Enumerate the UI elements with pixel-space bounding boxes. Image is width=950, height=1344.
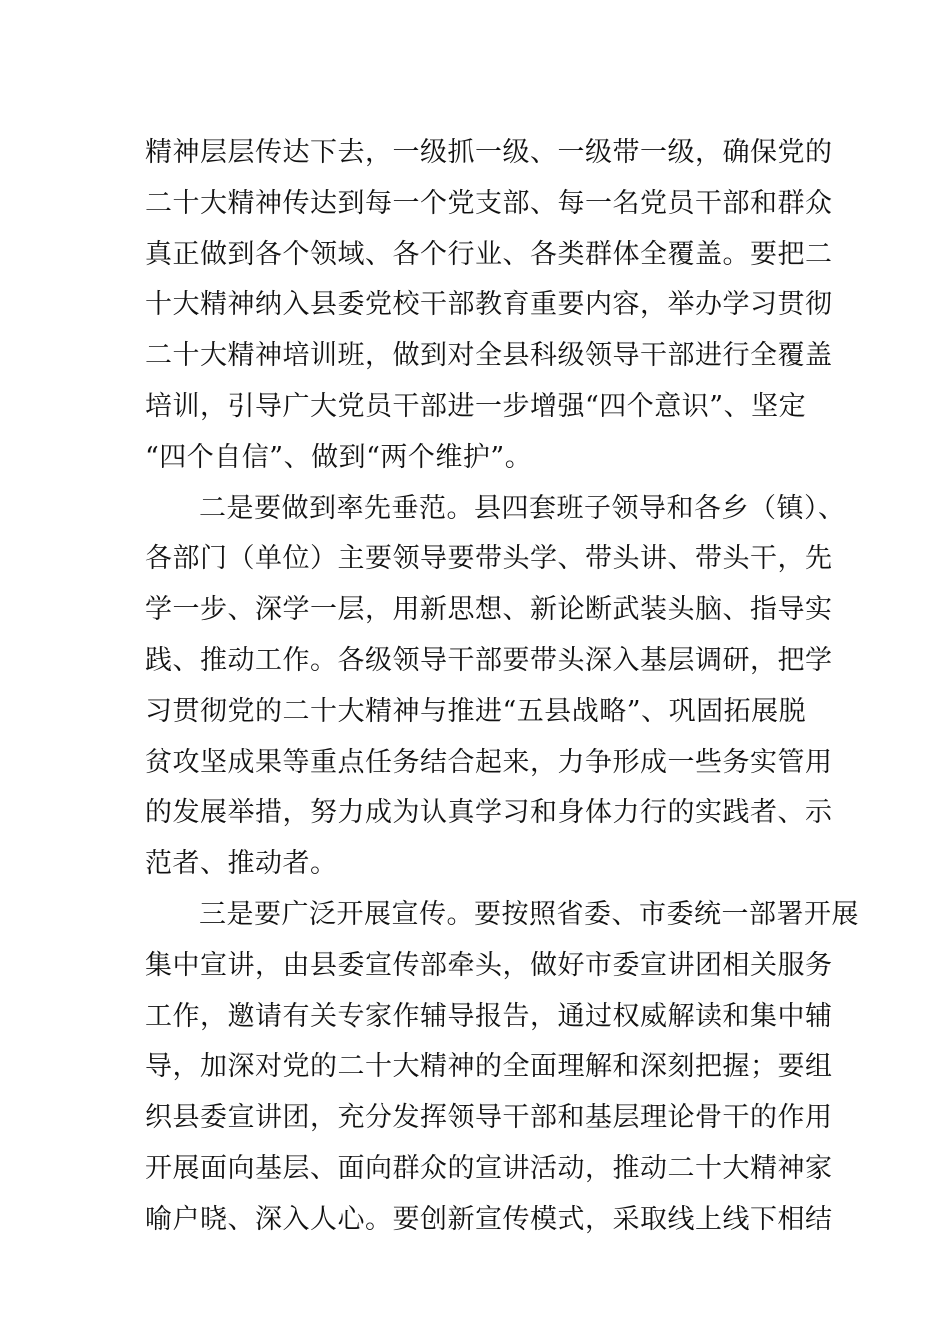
document-body (145, 128, 859, 1246)
paragraph-first-line: 三是要广泛开展宣传。要按照省委、市委统一部署开展 (199, 898, 859, 930)
text-line: 喻户晓、深入人心。要创新宣传模式，采取线上线下相结 (145, 1203, 833, 1235)
text-line: 开展面向基层、面向群众的宣讲活动，推动二十大精神家 (145, 1152, 833, 1184)
text-line: 践、推动工作。各级领导干部要带头深入基层调研，把学 (145, 644, 833, 676)
text-line: 贫攻坚成果等重点任务结合起来，力争形成一些务实管用 (145, 746, 833, 778)
text-line: 二十大精神传达到每一个党支部、每一名党员干部和群众 (145, 187, 833, 219)
text-line: 学一步、深学一层，用新思想、新论断武装头脑、指导实 (145, 594, 833, 626)
text-line: 导，加深对党的二十大精神的全面理解和深刻把握；要组 (145, 1051, 833, 1083)
text-line: 二十大精神培训班，做到对全县科级领导干部进行全覆盖 (145, 340, 833, 372)
text-line: 的发展举措，努力成为认真学习和身体力行的实践者、示 (145, 797, 833, 829)
text-line: 范者、推动者。 (145, 848, 338, 880)
text-line: 集中宣讲，由县委宣传部牵头，做好市委宣讲团相关服务 (145, 949, 833, 981)
text-line: 各部门（单位）主要领导要带头学、带头讲、带头干，先 (145, 543, 833, 575)
text-line: 工作，邀请有关专家作辅导报告，通过权威解读和集中辅 (145, 1000, 833, 1032)
text-line: 织县委宣讲团，充分发挥领导干部和基层理论骨干的作用 (145, 1102, 833, 1134)
text-line: 培训，引导广大党员干部进一步增强“四个意识”、坚定 (145, 390, 807, 422)
paragraph-first-line: 二是要做到率先垂范。县四套班子领导和各乡（镇）、 (199, 492, 846, 524)
text-line: “四个自信”、做到“两个维护”。 (145, 441, 533, 473)
text-line: 十大精神纳入县委党校干部教育重要内容，举办学习贯彻 (145, 289, 833, 321)
text-line: 精神层层传达下去，一级抓一级、一级带一级，确保党的 (145, 137, 833, 168)
text-line: 习贯彻党的二十大精神与推进“五县战略”、巩固拓展脱 (145, 695, 807, 727)
text-line: 真正做到各个领域、各个行业、各类群体全覆盖。要把二 (145, 238, 833, 270)
